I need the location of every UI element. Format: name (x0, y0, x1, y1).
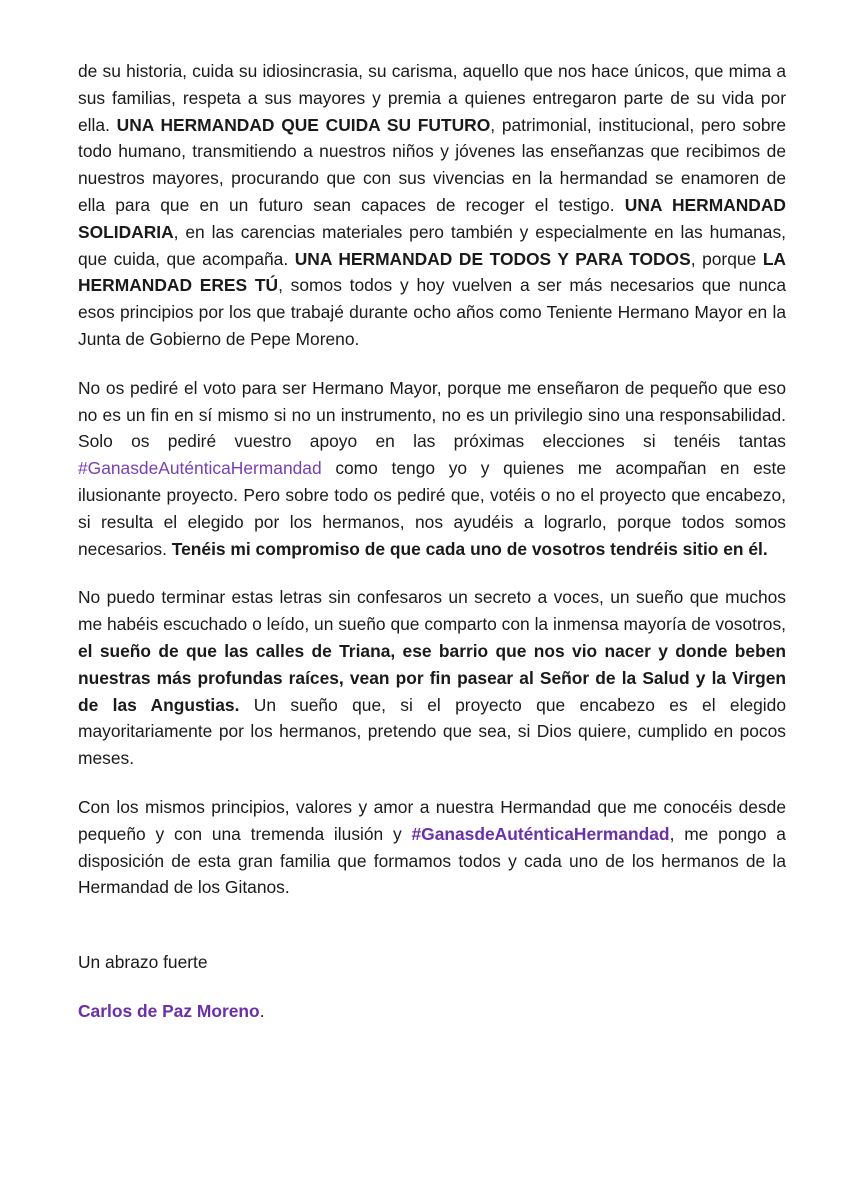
text-run: , somos todos y hoy vuelven a ser más necesarios que nunca esos principios por los que trabajé durante ocho años como Teniente Hermano Mayor en la Junta de Gobierno de Pepe Moreno. (78, 275, 786, 349)
closing-greeting: Un abrazo fuerte (78, 952, 208, 973)
bold-text-run: UNA HERMANDAD DE TODOS Y PARA TODOS (294, 248, 691, 269)
body-paragraph-1 (78, 58, 786, 353)
bold-text-run: Tenéis mi compromiso de que cada uno de vosotros tendréis sitio en él. (171, 538, 768, 559)
bold-text-run: LA HERMANDAD ERES TÚ (78, 248, 786, 296)
text-run: Un sueño que, si el proyecto que encabezo es el elegido mayoritariamente por los hermanos, pretendo que sea, si Dios quiere, cumplido en pocos meses. (78, 694, 786, 769)
signature-suffix: . (259, 1000, 265, 1021)
hashtag-link: #GanasdeAuténticaHermandad (78, 458, 322, 479)
text-run: , me pongo a disposición de esta gran familia que formamos todos y cada uno de los hermanos de la Hermandad de los Gitanos. (78, 823, 786, 898)
body-paragraph-2 (78, 375, 786, 563)
text-run: , en las carencias materiales pero también y especialmente en las humanas, que cuida, que acompaña. (78, 221, 786, 269)
text-run: No puedo terminar estas letras sin confesaros un secreto a voces, un sueño que muchos me habéis escuchado o leído, un sueño que comparto con la inmensa mayoría de vosotros, (78, 587, 786, 635)
text-run: , porque (690, 248, 763, 269)
signature-name: Carlos de Paz Moreno (78, 1000, 260, 1021)
letter-body (78, 58, 786, 901)
bold-text-run: el sueño de que las calles de Triana, ese barrio que nos vio nacer y donde beben nuestras más profundas raíces, vean por fin pasear al Señor de la Salud y la Virgen de las Angustias. (78, 640, 786, 715)
body-paragraph-3 (78, 584, 786, 772)
text-run: No os pediré el voto para ser Hermano Mayor, porque me enseñaron de pequeño que eso no es un fin en sí mismo si no un instrumento, no es un privilegio sino una responsabilidad. Solo os pediré vuestro apoyo en las próximas elecciones si tenéis tantas (78, 377, 786, 452)
text-run: como tengo yo y quienes me acompañan en este ilusionante proyecto. Pero sobre todo os pediré que, votéis o no el proyecto que encabezo, si resulta el elegido por los hermanos, nos ayudéis a lograrlo, porque todos somos necesarios. (78, 458, 786, 559)
body-paragraph-4 (78, 794, 786, 901)
text-run: de su historia, cuida su idiosincrasia, su carisma, aquello que nos hace únicos, que mima a sus familias, respeta a sus mayores y premia a quienes entregaron parte de su vida por ella. (78, 61, 786, 135)
hashtag-link: #GanasdeAuténticaHermandad (411, 823, 670, 844)
text-run: , patrimonial, institucional, pero sobre todo humano, transmitiendo a nuestros niños y jóvenes las enseñanzas que recibimos de nuestros mayores, procurando que con sus vivencias en la hermandad se enamoren de ella para que en un futuro sean capaces de recoger el testigo. (78, 114, 787, 215)
signature-line (78, 998, 786, 1025)
bold-text-run: UNA HERMANDAD SOLIDARIA (78, 194, 786, 242)
letter-closing (78, 949, 786, 1025)
bold-text-run: UNA HERMANDAD QUE CUIDA SU FUTURO (116, 114, 491, 135)
document-page (78, 58, 786, 1047)
text-run: Con los mismos principios, valores y amor a nuestra Hermandad que me conocéis desde pequeño y con una tremenda ilusión y (78, 796, 786, 844)
